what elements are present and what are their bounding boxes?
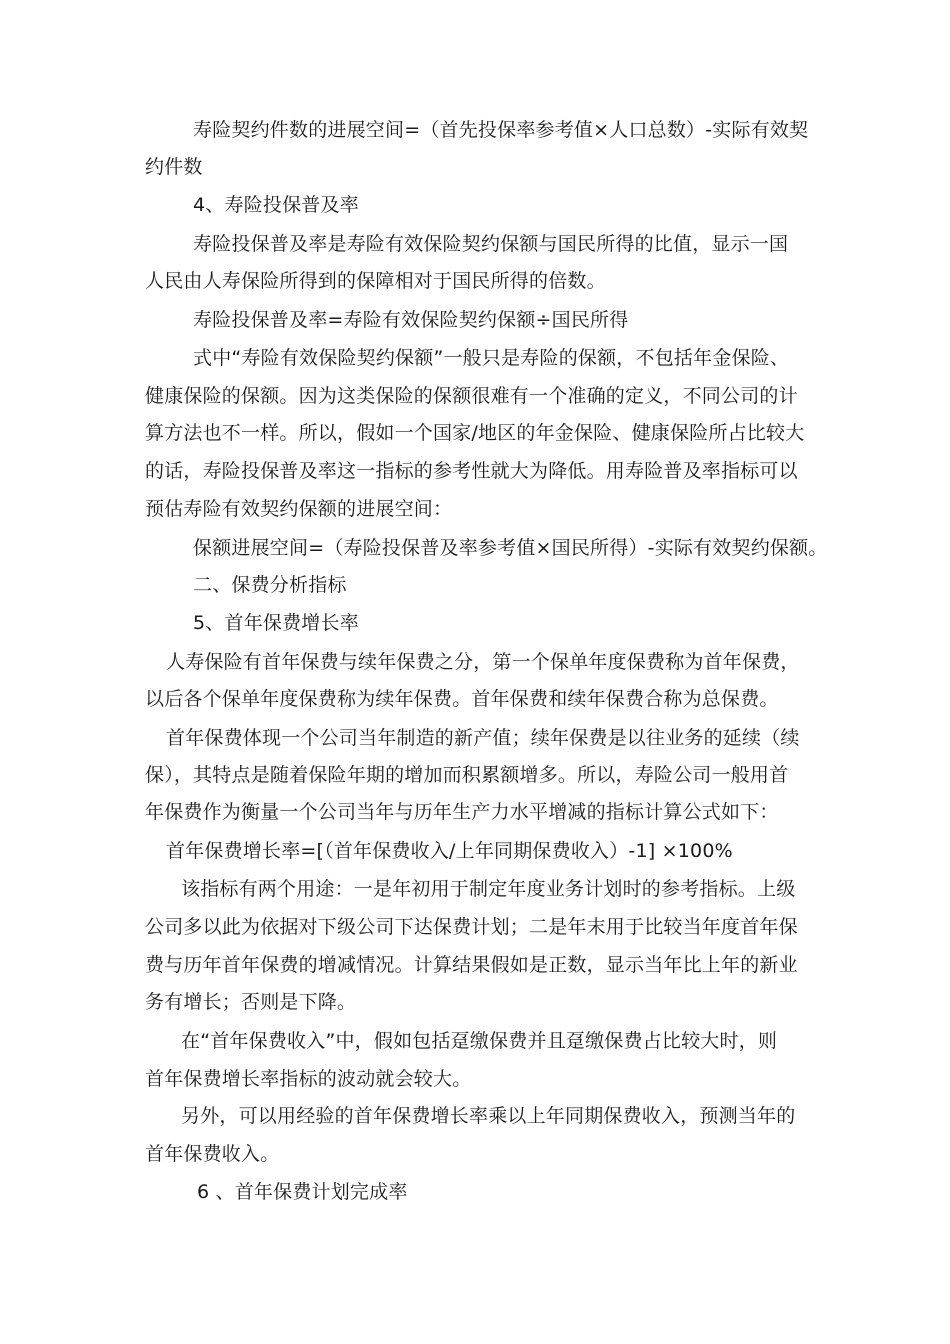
- paragraph-line: 首年保费体现一个公司当年制造的新产值；续年保费是以往业务的延续（续: [166, 727, 800, 749]
- paragraph-line: 人寿保险有首年保费与续年保费之分，第一个保单年度保费称为首年保费，: [166, 651, 800, 673]
- paragraph-line: 预估寿险有效契约保额的进展空间：: [145, 498, 453, 520]
- paragraph-line: 首年保费收入。: [145, 1143, 280, 1165]
- paragraph-line: 式中“寿险有效保险契约保额”一般只是寿险的保额，不包括年金保险、: [193, 347, 790, 369]
- paragraph-line: 算方法也不一样。所以，假如一个国家/地区的年金保险、健康保险所占比较大: [145, 422, 805, 444]
- paragraph-line: 健康保险的保额。因为这类保险的保额很难有一个准确的定义，不同公司的计: [145, 385, 798, 407]
- formula-line: 保额进展空间=（寿险投保普及率参考值×国民所得）-实际有效契约保额。: [193, 537, 828, 559]
- formula-line: 寿险投保普及率=寿险有效保险契约保额÷国民所得: [193, 309, 629, 331]
- paragraph-line: 年保费作为衡量一个公司当年与历年生产力水平增减的指标计算公式如下：: [145, 801, 779, 823]
- paragraph-line: 寿险契约件数的进展空间=（首先投保率参考值×人口总数）-实际有效契: [193, 119, 809, 141]
- paragraph-line: 以后各个保单年度保费称为续年保费。首年保费和续年保费合称为总保费。: [145, 688, 779, 710]
- section-heading: 4、寿险投保普及率: [193, 194, 359, 216]
- paragraph-line: 约件数: [145, 156, 203, 178]
- paragraph-line: 寿险投保普及率是寿险有效保险契约保额与国民所得的比值，显示一国: [193, 233, 789, 255]
- paragraph-line: 务有增长；否则是下降。: [145, 991, 357, 1013]
- paragraph-line: 该指标有两个用途：一是年初用于制定年度业务计划时的参考指标。上级: [181, 878, 796, 900]
- paragraph-line: 公司多以此为依据对下级公司下达保费计划；二是年末用于比较当年度首年保: [145, 916, 798, 938]
- section-heading: 二、保费分析指标: [193, 574, 347, 596]
- paragraph-line: 首年保费增长率指标的波动就会较大。: [145, 1068, 472, 1090]
- paragraph-line: 另外，可以用经验的首年保费增长率乘以上年同期保费收入，预测当年的: [181, 1105, 796, 1127]
- section-heading: 5、首年保费增长率: [193, 612, 359, 634]
- paragraph-line: 的话，寿险投保普及率这一指标的参考性就大为降低。用寿险普及率指标可以: [145, 460, 798, 482]
- formula-line: 首年保费增长率=[（首年保费收入/上年同期保费收入）-1] ×100%: [166, 840, 733, 862]
- paragraph-line: 在“首年保费收入”中，假如包括趸缴保费并且趸缴保费占比较大时，则: [181, 1030, 778, 1052]
- section-heading: 6 、首年保费计划完成率: [197, 1181, 408, 1203]
- paragraph-line: 保），其特点是随着保险年期的增加而积累额增多。所以，寿险公司一般用首: [145, 764, 789, 786]
- paragraph-line: 费与历年首年保费的增减情况。计算结果假如是正数，显示当年比上年的新业: [145, 954, 798, 976]
- paragraph-line: 人民由人寿保险所得到的保障相对于国民所得的倍数。: [145, 270, 606, 292]
